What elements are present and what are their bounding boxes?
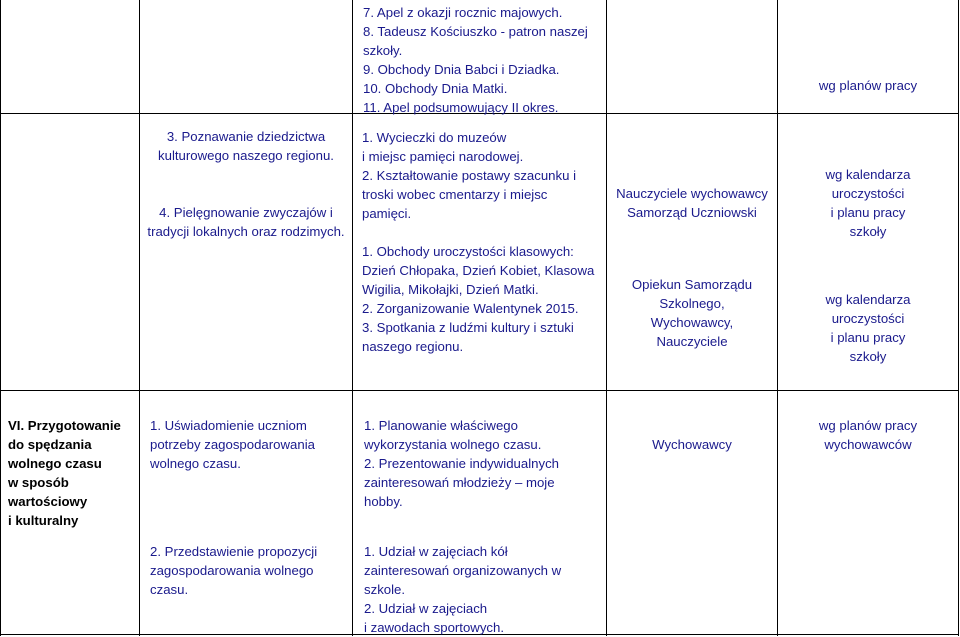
responsible-line: Szkolnego,: [659, 296, 725, 311]
goal-line: wolnego czasu.: [150, 456, 241, 471]
row1-responsible-cell-a: [607, 184, 777, 222]
task-line: hobby.: [364, 494, 403, 509]
task-line: Dzień Chłopaka, Dzień Kobiet, Klasowa: [362, 263, 595, 278]
row1-goals-cell: [142, 127, 350, 241]
task-line: 1. Obchody uroczystości klasowych:: [362, 244, 574, 259]
when-line: i planu pracy: [830, 205, 906, 220]
program-line: 7. Apel z okazji rocznic majowych.: [363, 5, 563, 20]
when-text: wg planów pracy: [818, 78, 918, 93]
row1-responsible-cell-b: [607, 275, 777, 351]
when-line: uroczystości: [831, 186, 905, 201]
row0-program-cell: [363, 3, 603, 117]
responsible-line: Wychowawcy,: [650, 315, 734, 330]
goal-line: 2. Przedstawienie propozycji: [150, 544, 318, 559]
row1-when-cell-b: [778, 290, 958, 366]
goal-item: 3. Poznawanie dziedzictwa kulturowego naszego regionu.: [158, 129, 334, 163]
grid-line-v2: [139, 0, 140, 636]
area-line: wolnego czasu: [8, 456, 102, 471]
program-line: 10. Obchody Dnia Matki.: [363, 81, 508, 96]
goal-line: zagospodarowania wolnego: [150, 563, 314, 578]
program-line: 11. Apel podsumowujący II okres.: [363, 100, 559, 115]
when-line: wg kalendarza: [825, 167, 911, 182]
grid-line-v6: [958, 0, 959, 636]
task-line: troski wobec cmentarzy i miejsc: [362, 187, 548, 202]
row2-tasks-cell-a: [364, 416, 604, 511]
when-line: szkoły: [849, 349, 887, 364]
program-line: 8. Tadeusz Kościuszko - patron naszej: [363, 24, 588, 39]
program-line: szkoły.: [363, 43, 403, 58]
task-line: 2. Udział w zajęciach: [364, 601, 488, 616]
row0-when-cell: [778, 76, 958, 95]
area-line: wartościowy: [8, 494, 88, 509]
task-line: 1. Wycieczki do muzeów: [362, 130, 507, 145]
grid-line-v1: [0, 0, 1, 636]
when-line: wg kalendarza: [825, 292, 911, 307]
row1-when-cell-a: [778, 165, 958, 241]
when-line: uroczystości: [831, 311, 905, 326]
task-line: i zawodach sportowych.: [364, 620, 505, 635]
task-line: 3. Spotkania z ludźmi kultury i sztuki: [362, 320, 574, 335]
area-line: i kulturalny: [8, 513, 79, 528]
row2-goal-cell-b: [150, 542, 350, 599]
area-line: w sposób: [8, 475, 69, 490]
responsible-line: Nauczyciele wychowawcy: [616, 186, 768, 201]
task-line: i miejsc pamięci narodowej.: [362, 149, 524, 164]
row2-responsible-cell: [607, 435, 777, 454]
goal-line: potrzeby zagospodarowania: [150, 437, 315, 452]
task-line: 1. Planowanie właściwego: [364, 418, 518, 433]
row2-tasks-cell-b: [364, 542, 604, 637]
responsible-line: Nauczyciele: [656, 334, 728, 349]
task-line: naszego regionu.: [362, 339, 464, 354]
program-line: 9. Obchody Dnia Babci i Dziadka.: [363, 62, 560, 77]
area-line: do spędzania: [8, 437, 92, 452]
task-line: Wigilia, Mikołajki, Dzień Matki.: [362, 282, 539, 297]
responsible-line: Samorząd Uczniowski: [627, 205, 757, 220]
when-line: wg planów pracy: [818, 418, 918, 433]
goal-line: czasu.: [150, 582, 189, 597]
goal-item: 4. Pielęgnowanie zwyczajów i tradycji lokalnych oraz rodzimych.: [147, 205, 345, 239]
row1-tasks-cell: [362, 128, 604, 356]
responsible-line: Opiekun Samorządu: [631, 277, 753, 292]
task-line: zainteresowań młodzieży – moje: [364, 475, 555, 490]
row2-area-cell: [8, 416, 138, 530]
when-line: szkoły: [849, 224, 887, 239]
task-line: 2. Prezentowanie indywidualnych: [364, 456, 559, 471]
grid-line-h2: [0, 390, 959, 391]
task-line: pamięci.: [362, 206, 412, 221]
grid-line-v3: [352, 0, 353, 636]
when-line: i planu pracy: [830, 330, 906, 345]
task-line: wykorzystania wolnego czasu.: [364, 437, 542, 452]
task-line: zainteresowań organizowanych w: [364, 563, 562, 578]
task-line: 2. Zorganizowanie Walentynek 2015.: [362, 301, 579, 316]
task-line: 2. Kształtowanie postawy szacunku i: [362, 168, 577, 183]
row2-when-cell: [778, 416, 958, 454]
responsible-text: Wychowawcy: [652, 437, 732, 452]
row2-goal-cell-a: [150, 416, 350, 473]
goal-line: 1. Uświadomienie uczniom: [150, 418, 307, 433]
when-line: wychowawców: [824, 437, 912, 452]
task-line: szkole.: [364, 582, 406, 597]
area-line: VI. Przygotowanie: [8, 418, 121, 433]
task-line: 1. Udział w zajęciach kół: [364, 544, 508, 559]
